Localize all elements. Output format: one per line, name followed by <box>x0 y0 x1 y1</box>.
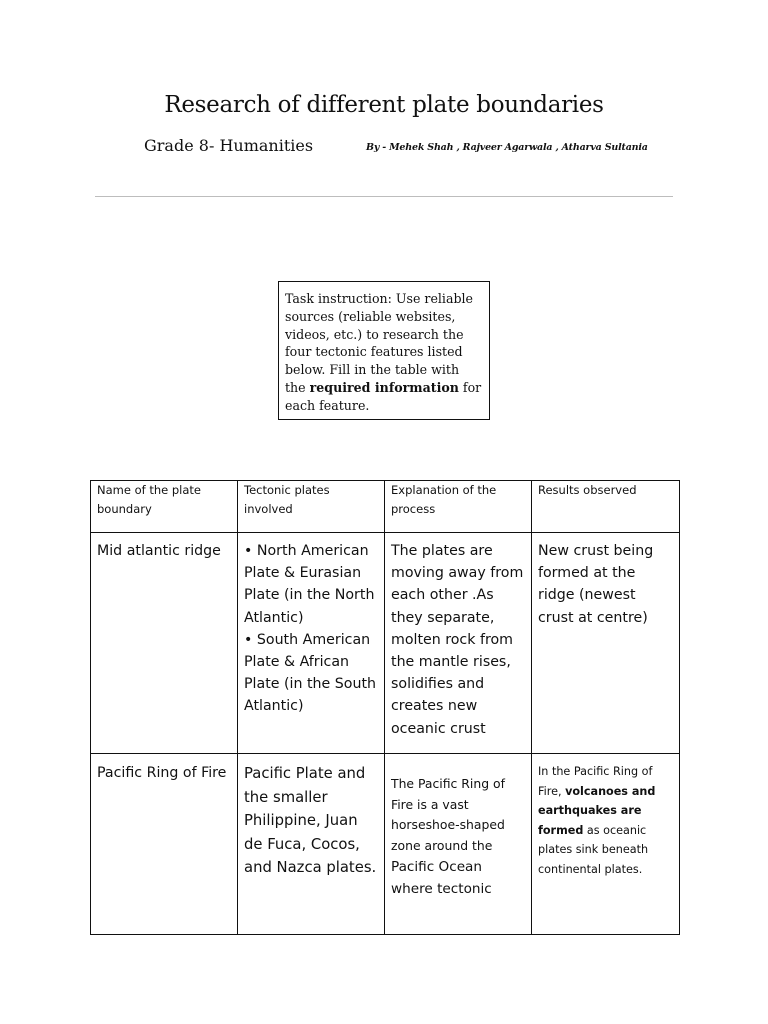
header-cell-name: Name of the plate boundary <box>91 481 238 533</box>
header-cell-plates: Tectonic plates involved <box>238 481 385 533</box>
horizontal-divider <box>95 196 673 197</box>
explanation-cell: The plates are moving away from each other .As they separate, molten rock from the mantle rises, solidifies and creates new oceanic crust <box>385 533 532 754</box>
table-header-row <box>91 481 680 533</box>
boundary-name-cell: Mid atlantic ridge <box>91 533 238 754</box>
explanation-cell <box>385 754 532 935</box>
task-instruction-box <box>278 281 490 420</box>
author-line: By - Mehek Shah , Rajveer Agarwala , Atharva Sultania <box>366 142 648 153</box>
header-cell-results: Results observed <box>532 481 680 533</box>
results-cell <box>532 754 680 935</box>
plates-south-atlantic: • South American Plate & African Plate (in the South Atlantic) <box>244 631 376 715</box>
results-text-end: as oceanic plates sink beneath continental plates. <box>538 823 649 876</box>
plates-cell <box>238 533 385 754</box>
results-cell: New crust being formed at the ridge (newest crust at centre) <box>532 533 680 754</box>
boundary-name-cell: Pacific Ring of Fire <box>91 754 238 935</box>
results-text-bold: volcanoes and earthquakes are formed <box>538 784 656 837</box>
task-text: Task instruction: Use reliable sources (reliable websites, videos, etc.) to research the four tectonic features listed below. Fill in the table with the <box>285 291 474 395</box>
results-text: In the Pacific Ring of Fire, <box>538 765 653 798</box>
table-row <box>91 754 680 935</box>
plate-boundaries-table <box>90 480 680 935</box>
table-row <box>91 533 680 754</box>
header-cell-explanation: Explanation of the process <box>385 481 532 533</box>
explanation-text-cont: Pacific Ocean where tectonic <box>391 859 492 897</box>
page-subtitle: Grade 8- Humanities <box>144 136 314 155</box>
task-text-end: for each feature. <box>285 379 482 413</box>
plates-north-atlantic: • North American Plate & Eurasian Plate (in the North Atlantic) <box>244 543 375 626</box>
task-text-bold: required information <box>309 379 459 395</box>
page-title: Research of different plate boundaries <box>164 92 604 118</box>
explanation-text: The Pacific Ring of Fire is a vast horseshoe-shaped zone around the <box>391 776 505 853</box>
plates-cell: Pacific Plate and the smaller Philippine, Juan de Fuca, Cocos, and Nazca plates. <box>238 754 385 935</box>
